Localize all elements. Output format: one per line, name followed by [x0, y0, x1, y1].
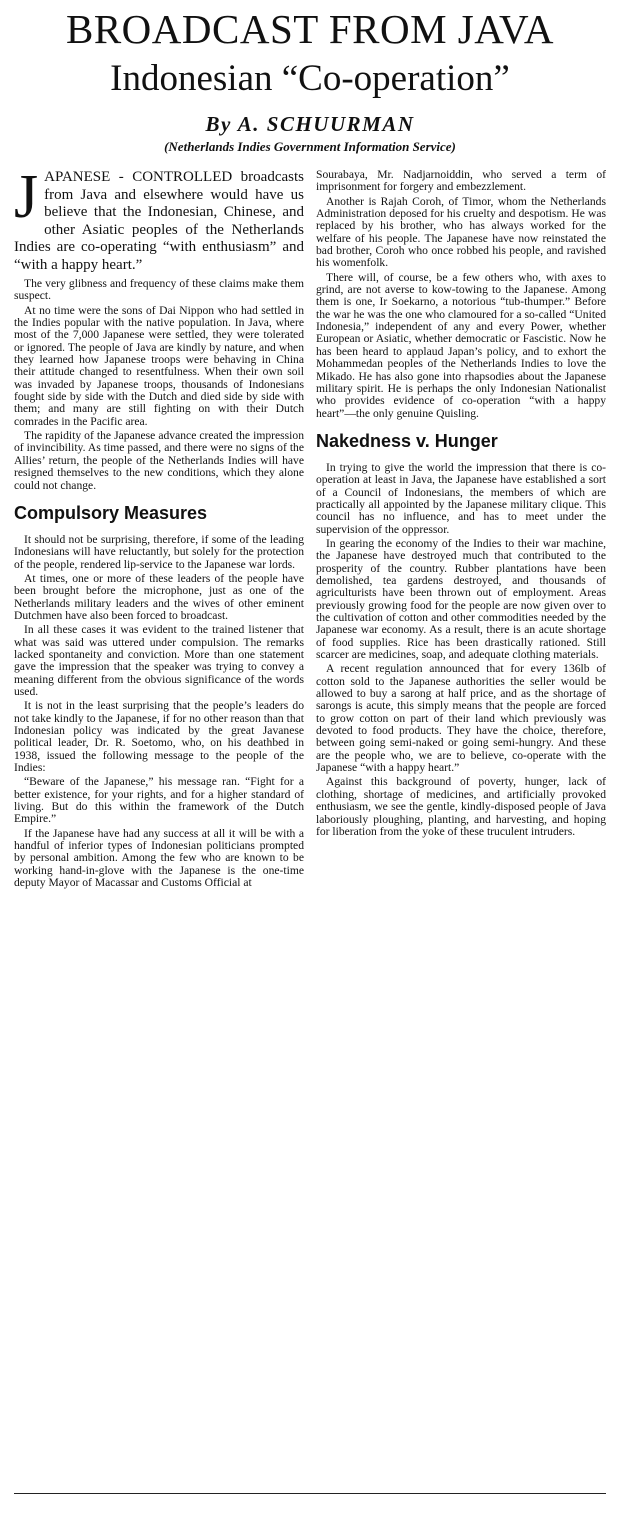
- paragraph: It is not in the least surprising that the people’s leaders do not take kindly to the Japanese, if for no other reason than that Indonesian policy was indicated by the great Javanese political leader, Dr. R. Soetomo, who, on his deathbed in 1938, issued the following message to the people of the Indies:: [14, 699, 304, 775]
- left-column: [14, 163, 304, 891]
- drop-cap: J: [14, 163, 39, 231]
- bottom-rule: [14, 1493, 606, 1494]
- affiliation: (Netherlands Indies Government Information Service): [164, 139, 456, 154]
- section-heading-compulsory-measures: Compulsory Measures: [14, 502, 208, 523]
- right-column: [316, 169, 606, 891]
- paragraph: The very glibness and frequency of these claims make them suspect.: [14, 277, 304, 303]
- paragraph: “Beware of the Japanese,” his message ran. “Fight for a better existence, for your rights, and for a higher standard of living. But do this within the framework of the Dutch Empire.”: [14, 775, 304, 826]
- paragraph: In gearing the economy of the Indies to their war machine, the Japanese have destroyed much that contributed to the prosperity of the country. Rubber plantations have been demolished, tea gardens destroyed, and thousands of agriculturists have been thrown out of employment. Areas previously growing food for the people are now given over to the cultivation of cotton and other commodities needed by the Japanese war economy. As a result, there is an acute shortage of food supplies. Rice has been drastically rationed. Still scarcer are medicines, soap, and adequate clothing materials.: [316, 536, 606, 662]
- paragraph: It should not be surprising, therefore, if some of the leading Indonesians will have reluctantly, but solely for the protection of the people, rendered lip-service to the Japanese war lords.: [14, 532, 304, 571]
- byline: By A. SCHUURMAN: [205, 112, 415, 136]
- paragraph: At times, one or more of these leaders of the people have been brought before the microphone, just as one of the Netherlands military leaders and the wives of other eminent Dutchmen have also been forced to broadcast.: [14, 571, 304, 622]
- paragraph: If the Japanese have had any success at all it will be with a handful of inferior types of Indonesian politicians prompted by personal ambition. Among the few who are known to be working hand-in-glove with the Japanese is the one-time deputy Mayor of Macassar and Customs Official at: [14, 826, 304, 890]
- paragraph: There will, of course, be a few others who, with axes to grind, are not averse to kow-towing to the Japanese. Among them is one, Ir Soekarno, a notorious “tub-thumper.” Before the war he was the one who clamoured for a so-called “United Indonesia,” independent of any and every Power, whether European or Asiatic, whether democratic or Fascistic. Now he has been heard to applaud Japan’s policy, and to exhort the Mohammedan peoples of the Netherlands Indies to love the Mikado. He has also gone into rhapsodies about the Japanese military spirit. He is perhaps the only Indonesian Nationalist who provides evidence of co-operation “with a happy heart”—the only genuine Quisling.: [316, 270, 606, 420]
- section-heading-nakedness-v-hunger: Nakedness v. Hunger: [316, 430, 498, 451]
- paragraph: Another is Rajah Coroh, of Timor, whom the Netherlands Administration deposed for his cruelty and despotism. He was replaced by his brother, who has always worked for the welfare of his people. The Japanese have now reinstated the bad brother, Coroh who once robbed his people, and ravished his womenfolk.: [316, 194, 606, 270]
- paragraph: Sourabaya, Mr. Nadjarnoiddin, who served a term of imprisonment for forgery and embezzlement.: [316, 168, 606, 194]
- paragraph: A recent regulation announced that for every 136lb of cotton sold to the Japanese authorities the seller would be allowed to buy a sarong at half price, and as the shortage of sarongs is acute, this simply means that the people are forced to grow cotton on part of their land which previously was devoted to food products. They have the choice, therefore, between going semi-naked or going semi-hungry. And these are the people who, we are to believe, co-operate with the Japanese “with a happy heart.”: [316, 662, 606, 775]
- paragraph: In trying to give the world the impression that there is co-operation at least in Java, the Japanese have established a sort of a Council of Indonesians, the members of which are practically all appointed by the Japanese military clique. This council has no influence, and has to meet under the supervision of the oppressor.: [316, 460, 606, 536]
- article-body: [14, 163, 606, 891]
- headline: BROADCAST FROM JAVA: [65, 6, 554, 52]
- paragraph: At no time were the sons of Dai Nippon who had settled in the Indies popular with the native population. In Java, where most of the 7,000 Japanese were settled, they were tolerated or ignored. The people of Java are kindly by nature, and when they learned how Japanese troops were behaving in China their attitude changed to resentfulness. When their own soil was invaded by Japanese troops, thousands of Indonesians fought side by side with the Dutch and died side by side with them; and many are still fighting on with their Dutch comrades in the Pacific area.: [14, 303, 304, 428]
- paragraph: The rapidity of the Japanese advance created the impression of invincibility. As time passed, and there were no signs of the Allies’ return, the people of the Netherlands Indies will have resigned themselves to the new conditions, which they alone could not change.: [14, 429, 304, 492]
- subheadline: Indonesian “Co-operation”: [110, 58, 510, 99]
- lead-paragraph: [14, 163, 304, 274]
- paragraph: Against this background of poverty, hunger, lack of clothing, shortage of medicines, and artificially provoked enthusiasm, we see the gentle, kindly-disposed people of Java laboriously ploughing, planting, and harvesting, and hoping for liberation from the yoke of these truculent intruders.: [316, 775, 606, 838]
- lead-text: APANESE - CONTROLLED broadcasts from Java and elsewhere would have us believe that the Indonesian, Chinese, and other Asiatic peoples of the Netherlands Indies are co-operating “with enthusiasm” and “with a happy heart.”: [14, 169, 304, 273]
- paragraph: In all these cases it was evident to the trained listener that what was said was uttered under compulsion. The remarks lacked spontaneity and conviction. More than one statement gave the impression that the speaker was trying to convey a meaning different from the obvious significance of the words used.: [14, 623, 304, 698]
